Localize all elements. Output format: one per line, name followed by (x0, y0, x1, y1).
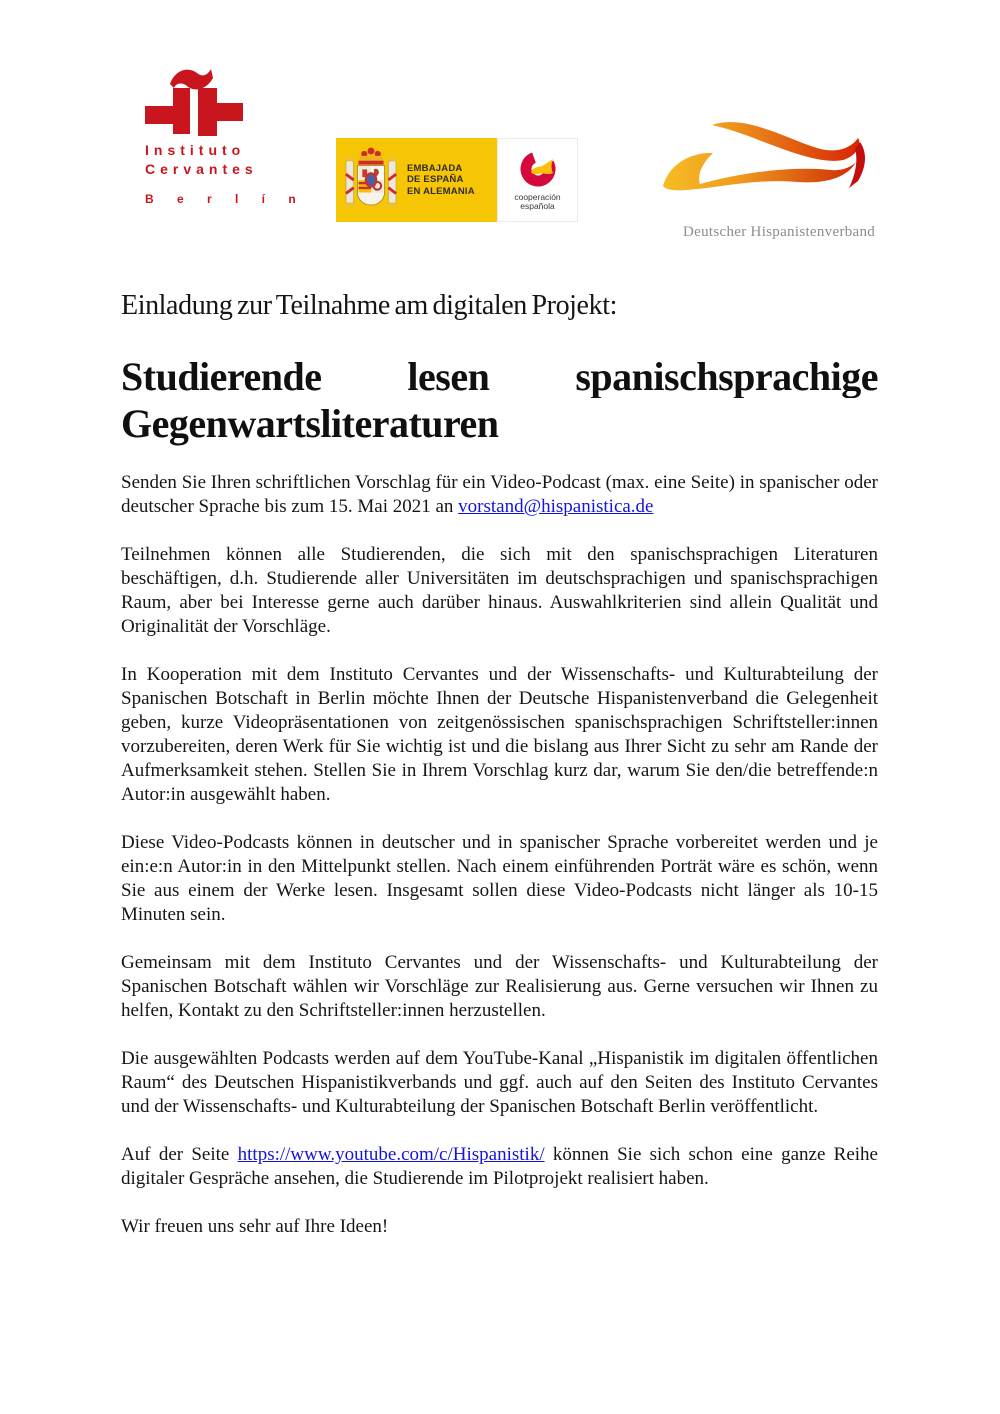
embassy-line2: DE ESPAÑA (407, 174, 464, 186)
cervantes-logo-line1: Instituto (145, 142, 246, 158)
text-run: Senden Sie Ihren schriftlichen Vorschlag für ein Video-Podcast (max. eine Seite) in spanischer oder deutscher Sprache bis zum 15. Mai 2021 an (121, 472, 878, 517)
paragraph (121, 1215, 878, 1239)
embassy-line3: EN ALEMANIA (407, 185, 475, 197)
email-link[interactable]: vorstand@hispanistica.de (458, 496, 654, 517)
embassy-line1: EMBAJADA (407, 162, 463, 174)
hispanistenverband-logo (645, 102, 877, 240)
red-c-with-yellow-flag-icon (519, 149, 557, 191)
document-title (121, 356, 878, 445)
spain-coat-of-arms-icon (344, 145, 398, 215)
cooperacion-wordmark (514, 193, 560, 212)
youtube-link[interactable]: https://www.youtube.com/c/Hispanistik/ (237, 1144, 545, 1165)
text-run: Gemeinsam mit dem Instituto Cervantes und der Wissenschafts- und Kulturabteilung der Spanischen Botschaft wählen wir Vorschläge zur Realisierung aus. Gerne versuchen wir Ihnen zu helfen, Kontakt zu den Schriftsteller:innen herzustellen. (121, 952, 878, 1021)
embassy-logo (336, 138, 578, 222)
embassy-logo-yellow-panel (336, 138, 497, 222)
text-run: Wir freuen uns sehr auf Ihre Ideen! (121, 1216, 389, 1237)
paragraph (121, 543, 878, 639)
instituto-cervantes-logo (145, 66, 306, 206)
title-line2: Gegenwartsliteraturen (121, 401, 499, 446)
paragraph (121, 663, 878, 807)
text-run: Teilnehmen können alle Studierenden, die sich mit den spanischsprachigen Literaturen beschäftigen, d.h. Studierende aller Universitäten im deutschsprachigen und spanischsprachigen Raum, aber bei Interesse gerne auch darüber hinaus. Auswahlkriterien sind allein Qualität und Originalität der Vorschläge. (121, 544, 878, 637)
cooperacion-line2: española (520, 201, 555, 211)
cooperacion-espanola-logo (497, 138, 578, 222)
paragraph (121, 471, 878, 519)
text-run: In Kooperation mit dem Instituto Cervantes und der Wissenschafts- und Kulturabteilung der Spanischen Botschaft in Berlin möchte Ihnen der Deutsche Hispanistenverband die Gelegenheit geben, kurze Videopräsentationen von zeitgenössischen spanischsprachigen Schriftsteller:innen vorzubereiten, deren Werk für Sie wichtig ist und die bislang aus Ihrer Sicht zu sehr am Rande der Aufmerksamkeit stehen. Stellen Sie in Ihrem Vorschlag kurz dar, warum Sie den/die betreffende:n Autor:in ausgewählt haben. (121, 664, 878, 805)
text-run: Auf der Seite (121, 1144, 238, 1165)
title-line1: Studierende lesen spanischsprachige (121, 356, 878, 398)
embassy-wordmark (407, 163, 475, 198)
text-run: Die ausgewählten Podcasts werden auf dem YouTube-Kanal „Hispanistik im digitalen öffentlichen Raum“ des Deutschen Hispanistikverbands und ggf. auch auf den Seiten des Instituto Cervantes und der Wissenschafts- und Kulturabteilung der Spanischen Botschaft Berlin veröffentlicht. (121, 1048, 878, 1117)
intro-line: Einladung zur Teilnahme am digitalen Projekt: (121, 290, 617, 321)
enye-cross-mark-icon (145, 66, 243, 140)
paragraph (121, 1047, 878, 1119)
paragraph (121, 1143, 878, 1191)
cooperacion-line1: cooperación (514, 191, 561, 202)
double-wave-swoosh-icon (645, 102, 875, 197)
text-run: Diese Video-Podcasts können in deutscher und in spanischer Sprache vorbereitet werden und je ein:e:n Autor:in in den Mittelpunkt stellen. Nach einem einführenden Porträt wäre es schön, wenn Sie aus einem der Werke lesen. Insgesamt sollen diese Video-Podcasts nicht länger als 10-15 Minuten sein. (121, 832, 878, 925)
cervantes-logo-line2: Cervantes (145, 161, 258, 177)
paragraph (121, 951, 878, 1023)
hispanistenverband-caption: Deutscher Hispanistenverband (683, 224, 876, 240)
cervantes-logo-city: B e r l í n (145, 192, 306, 206)
text-run: können Sie sich schon eine ganze Reihe digitaler Gespräche ansehen, die Studierende im Pilotprojekt realisiert haben. (121, 1144, 878, 1189)
body-paragraphs (121, 471, 878, 1263)
paragraph (121, 831, 878, 927)
